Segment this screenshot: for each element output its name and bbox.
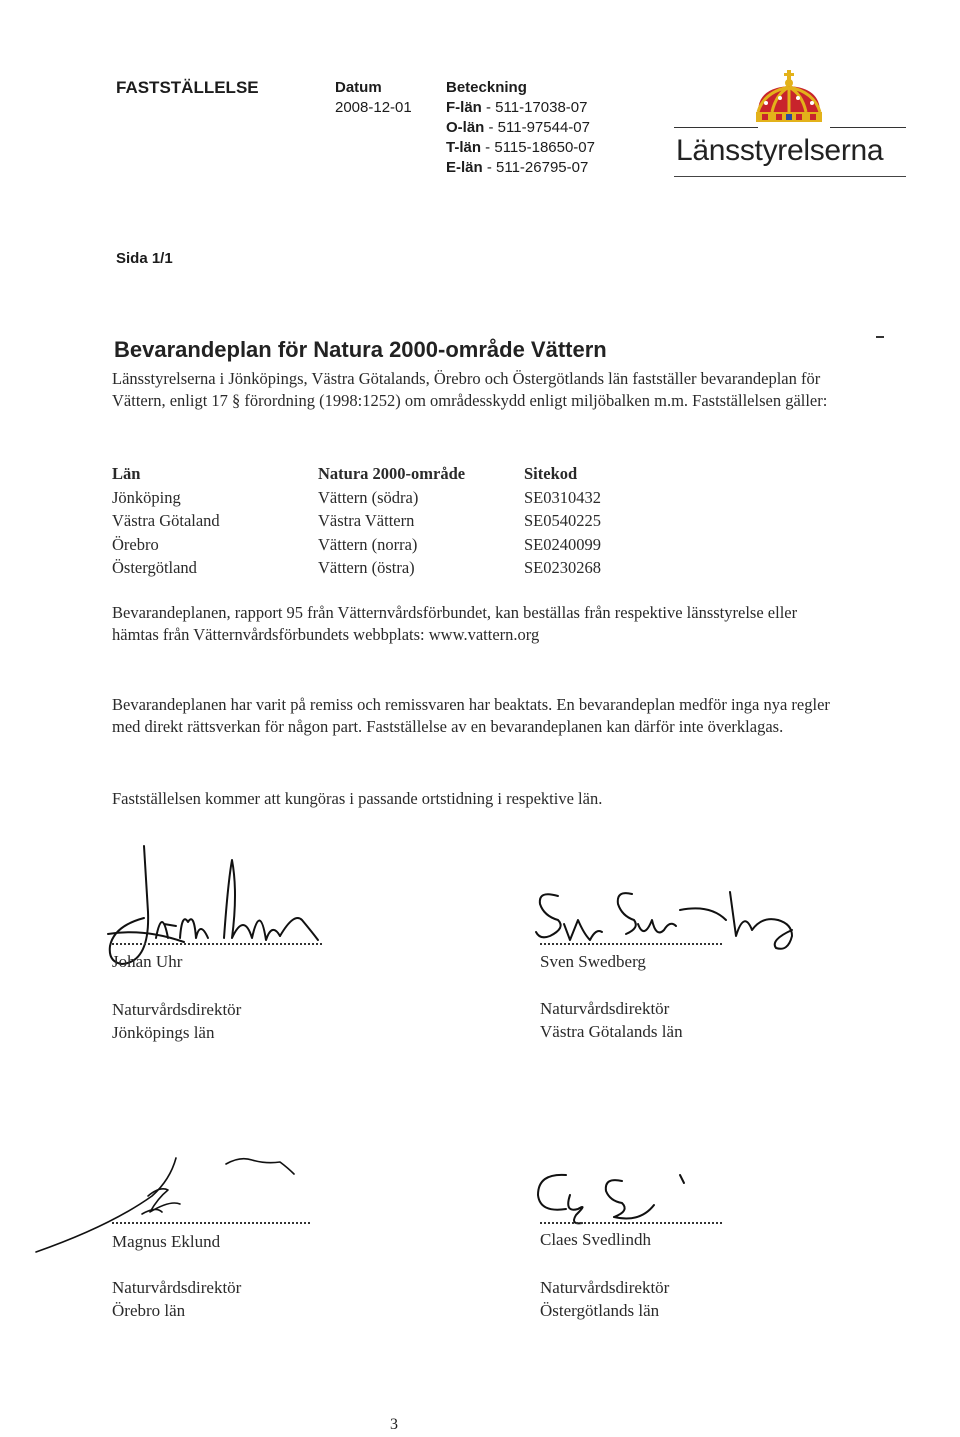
signatory-title: Naturvårdsdirektör — [112, 1278, 242, 1297]
document-title: Bevarandeplan för Natura 2000-område Vättern — [114, 337, 607, 362]
table-cell: SE0230268 — [524, 558, 602, 577]
table-cell: Västra Vättern — [318, 511, 415, 530]
signatory-title: Naturvårdsdirektör — [112, 1000, 242, 1019]
page-indicator: Sida 1/1 — [116, 250, 173, 267]
signatory-name: Claes Svedlindh — [540, 1230, 651, 1249]
date-value: 2008-12-01 — [335, 99, 412, 116]
signatory-county: Östergötlands län — [540, 1301, 660, 1320]
signatory-title: Naturvårdsdirektör — [540, 1278, 670, 1297]
date-label: Datum — [335, 79, 382, 96]
signature-line — [540, 1222, 722, 1224]
signature-line — [112, 943, 322, 945]
logo-text: Länsstyrelserna — [676, 134, 884, 167]
reference-row — [446, 118, 595, 138]
table-cell: Vättern (norra) — [318, 534, 418, 554]
table-header-county: Län — [112, 464, 141, 483]
reference-prefix: O-län — [446, 119, 485, 136]
margin-mark — [876, 336, 884, 338]
logo-underline — [674, 176, 906, 177]
signatory-name: Sven Swedberg — [540, 952, 646, 971]
signature-claes-svedlindh — [530, 1165, 730, 1235]
reference-prefix: F-län — [446, 99, 482, 116]
signature-line — [112, 1222, 310, 1224]
reference-number: - 511-26795-07 — [482, 159, 589, 176]
signatory-county: Örebro län — [112, 1301, 186, 1320]
remiss-paragraph: Bevarandeplanen har varit på remiss och remissvaren har beaktats. En bevarandeplan medför inga nya regler med direkt rättsverkan för någon part. Fastställelse av en bevarandeplanen kan därför inte överklagas. — [112, 695, 830, 736]
order-paragraph: Bevarandeplanen, rapport 95 från Vätternvårdsförbundet, kan beställas från respektive länsstyrelse eller hämtas från Vätternvårdsförbundets webbplats: www.vattern.org — [112, 603, 798, 644]
reference-row — [446, 138, 595, 158]
table-cell: Östergötland — [112, 558, 197, 577]
signatory-county: Västra Götalands län — [540, 1022, 683, 1041]
table-cell: SE0240099 — [524, 534, 602, 554]
intro-paragraph: Länsstyrelserna i Jönköpings, Västra Götalands, Örebro och Östergötlands län fastställer bevarandeplan för Vättern, enligt 17 § förordning (1998:1252) om områdesskydd enligt miljöbalken m.m. Fastställelsen gäller: — [112, 369, 828, 410]
date-block — [335, 78, 412, 118]
reference-prefix: E-län — [446, 159, 483, 176]
reference-block — [446, 78, 595, 178]
table-cell: Vättern (östra) — [318, 558, 415, 577]
table-cell: SE0540225 — [524, 511, 602, 530]
announcement-paragraph: Fastställelsen kommer att kungöras i passande ortstidning i respektive län. — [112, 789, 603, 808]
document-type: FASTSTÄLLELSE — [116, 78, 259, 97]
reference-prefix: T-län — [446, 139, 482, 156]
signature-sven-swedberg — [530, 880, 810, 960]
signatory-name: Johan Uhr — [112, 952, 183, 971]
reference-number: - 511-17038-07 — [481, 99, 588, 116]
table-cell: Jönköping — [112, 487, 181, 507]
table-cell: SE0310432 — [524, 487, 602, 507]
page-number: 3 — [390, 1416, 398, 1433]
signatory-county: Jönköpings län — [112, 1023, 215, 1042]
logo-rule-right — [830, 127, 906, 128]
reference-number: - 5115-18650-07 — [481, 139, 595, 156]
table-cell: Vättern (södra) — [318, 487, 419, 507]
logo-rule-left — [674, 127, 758, 128]
lansstyrelserna-logo — [672, 68, 908, 180]
signature-line — [540, 943, 722, 945]
signatory-title: Naturvårdsdirektör — [540, 999, 670, 1018]
reference-label: Beteckning — [446, 79, 527, 96]
table-cell: Västra Götaland — [112, 511, 220, 530]
table-cell: Örebro — [112, 534, 159, 554]
reference-row — [446, 98, 595, 118]
signatory-name: Magnus Eklund — [112, 1232, 221, 1251]
reference-row — [446, 158, 595, 178]
table-header-sitecode: Sitekod — [524, 464, 578, 483]
crown-icon — [750, 68, 828, 134]
site-table — [112, 462, 632, 582]
reference-number: - 511-97544-07 — [484, 119, 590, 136]
table-header-area: Natura 2000-område — [318, 464, 466, 483]
